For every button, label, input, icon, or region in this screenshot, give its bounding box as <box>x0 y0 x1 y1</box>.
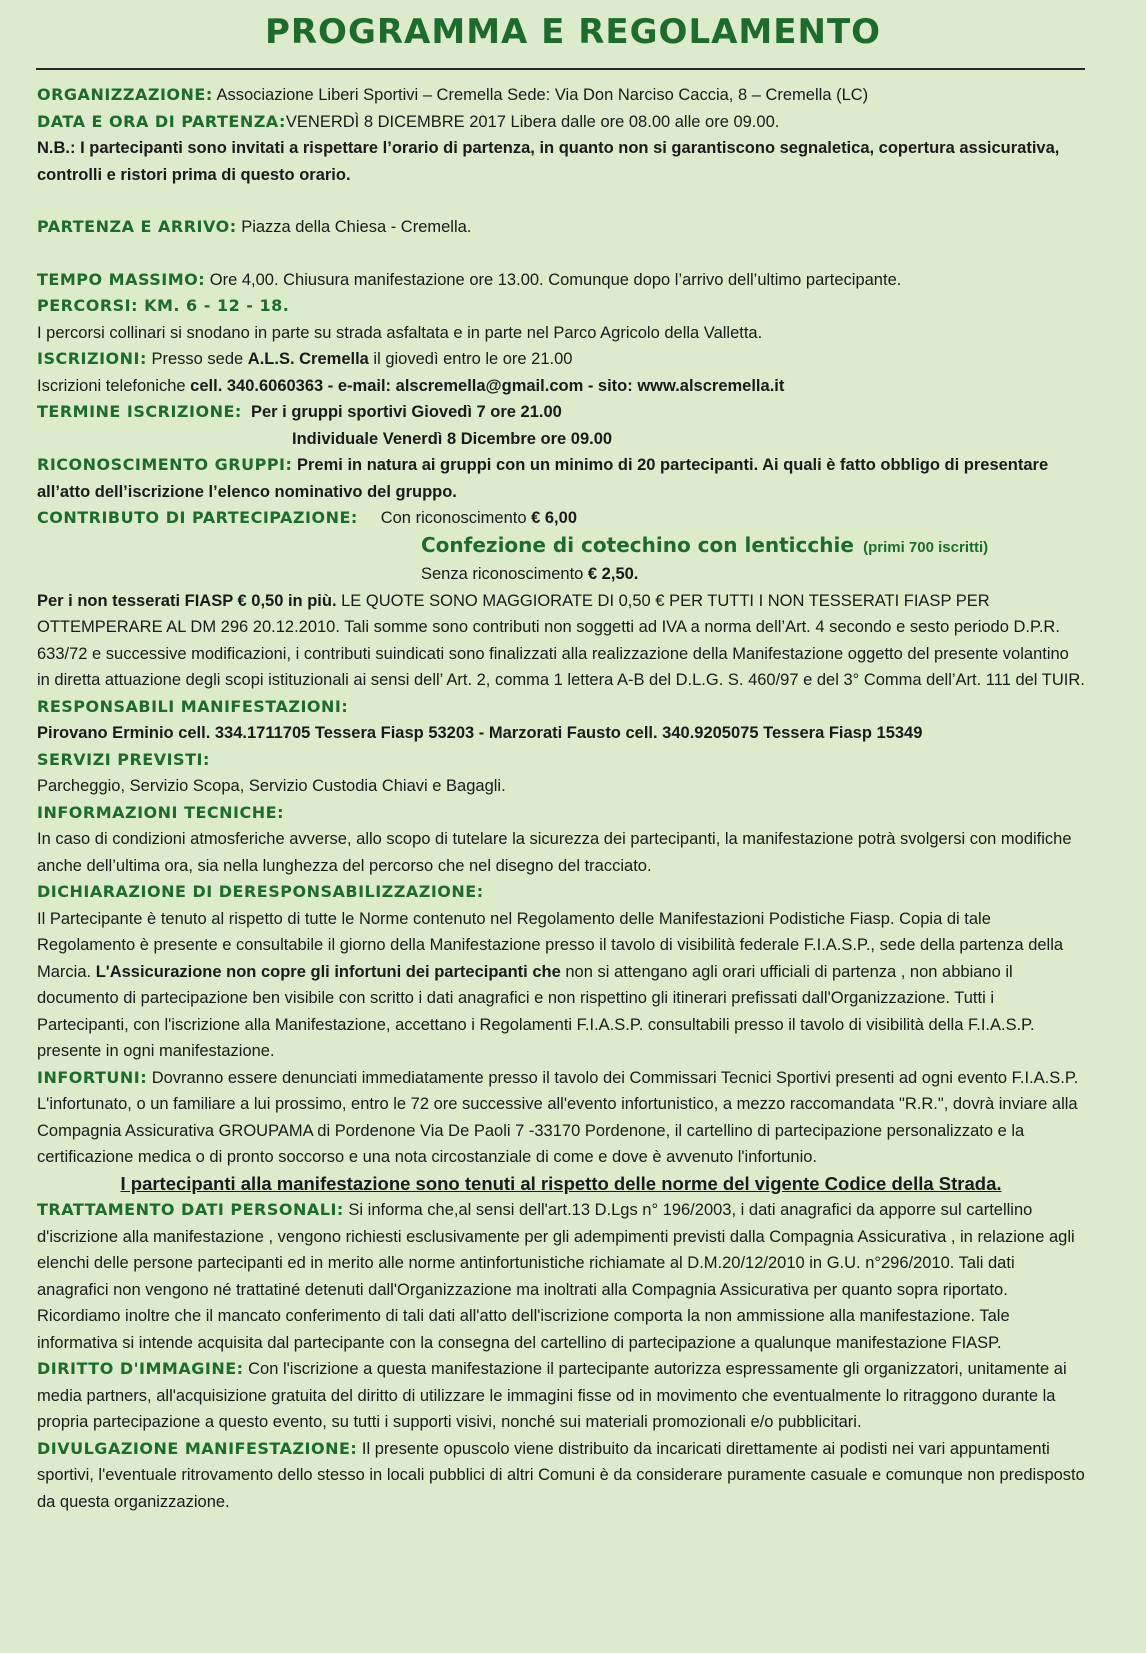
dichiarazione-text: Il Partecipante è tenuto al rispetto di tutte le Norme contenuto nel Regolamento delle Manifestazioni Podistiche Fiasp. Copia di tale Regolamento è presente e consultabile il giorno della Manifestazione presso il tavolo di visibilità federale F.I.A.S.P., sede della partenza della Marcia. L'Assicurazione non copre gli infortuni dei partecipanti che non si attengano agli orari ufficiali di partenza , non abbiano il documento di partecipazione ben visibile con scritto i dati anagrafici e non rispettino gli itinerari prefissati dall'Organizzazione. Tutti i Partecipanti, con l'iscrizione alla Manifestazione, accettano i Regolamenti F.I.A.S.P. consultabili presso il tavolo di visibilità della F.I.A.S.P. presente in ogni manifestazione. <box>37 909 1064 1060</box>
percorsi-text: I percorsi collinari si snodano in parte su strada asfaltata e in parte nel Parco Agricolo della Valletta. <box>37 323 763 342</box>
section-contributo: CONTRIBUTO DI PARTECIPAZIONE: Con riconoscimento € 6,00 <box>37 508 577 527</box>
regulation-body <box>37 82 1085 1515</box>
contributo-senza: Senza riconoscimento € 2,50. <box>421 565 639 583</box>
section-infortuni: INFORTUNI: Dovranno essere denunciati immediatamente presso il tavolo dei Commissari Tecnici Sportivi presenti ad ogni evento F.I.A.S.P. L'infortunato, o un familiare a lui prossimo, entro le 72 ore successive all'evento infortunistico, a mezzo raccomandata "R.R.", dovrà inviare alla Compagnia Assicurativa GROUPAMA di Pordenone Via De Paoli 7 -33170 Pordenone, il cartellino di partecipazione personalizzato e la certificazione medica o di pronto soccorso e una nota circostanziale di come e dove è avvenuto l'infortunio. <box>37 1067 1079 1166</box>
section-informazioni: INFORMAZIONI TECNICHE: <box>37 802 284 822</box>
section-termine: TERMINE ISCRIZIONE: Per i gruppi sportivi Giovedì 7 ore 21.00 <box>37 402 562 421</box>
section-partenza-arrivo: PARTENZA E ARRIVO: Piazza della Chiesa - Cremella. <box>37 217 472 236</box>
section-data-partenza: DATA E ORA DI PARTENZA:VENERDÌ 8 DICEMBRE 2017 Libera dalle ore 08.00 alle ore 09.00. <box>37 111 780 131</box>
section-percorsi: PERCORSI: KM. 6 - 12 - 18. <box>37 296 290 315</box>
section-quote: Per i non tesserati FIASP € 0,50 in più. LE QUOTE SONO MAGGIORATE DI 0,50 € PER TUTTI I NON TESSERATI FIASP PER OTTEMPERARE AL DM 296 20.12.2010. Tali somme sono contributi non soggetti ad IVA a norma dell’Art. 4 secondo e sesto periodo D.P.R. 633/72 e successive modificazioni, i contributi suindicati sono finalizzati alla realizzazione della Manifestazione oggetto del presente volantino in diretta attuazione degli scopi istituzionali ai sensi dell’ Art. 2, comma 1 lettera A-B del D.L.G. S. 460/97 e del 3° Comma dell’Art. 111 del TUIR. <box>37 591 1085 689</box>
section-nb: N.B.: I partecipanti sono invitati a rispettare l’orario di partenza, in quanto non si garantiscono segnaletica, copertura assicurativa, controlli e ristori prima di questo orario. <box>37 139 1060 184</box>
section-dichiarazione: DICHIARAZIONE DI DERESPONSABILIZZAZIONE: <box>37 882 484 901</box>
contributo-confezione: Confezione di cotechino con lenticchie (primi 700 iscritti) <box>421 532 989 557</box>
termine-individuale: Individuale Venerdì 8 Dicembre ore 09.00 <box>292 429 613 448</box>
section-servizi: SERVIZI PREVISTI: <box>37 749 210 769</box>
iscrizioni-contacts: Iscrizioni telefoniche cell. 340.6060363 - e-mail: alscremella@gmail.com - sito: www.alscremella.it <box>37 376 785 395</box>
section-responsabili: RESPONSABILI MANIFESTAZIONI: <box>37 696 349 716</box>
section-organizzazione: ORGANIZZAZIONE: Associazione Liberi Sportivi – Cremella Sede: Via Don Narciso Caccia, 8 – Cremella (LC) <box>37 85 869 104</box>
section-trattamento: TRATTAMENTO DATI PERSONALI: Si informa che,al sensi dell'art.13 D.Lgs n° 196/2003, i dati anagrafici da apporre sul cartellino d'iscrizione alla manifestazione , vengono richiesti esclusivamente per gli adempimenti previsti dalla Compagnia Assicurativa , in relazione agli elenchi delle persone partecipanti ed in merito alle norme antinfortunistiche richiamate al D.M.20/12/2010 in G.U. n°296/2010. Tali dati anagrafici non vengono né trattatiné detenuti dall'Organizzazione ma inoltrati alla Compagnia Assicurativa per quanto sopra riportato. Ricordiamo inoltre che il mancato conferimento di tali dati all'atto dell'iscrizione comporta la non ammissione alla manifestazione. Tale informativa si intende acquisita dal partecipante con la consegna del cartellino di partecipazione a qualunque manifestazione FIASP. <box>37 1200 1075 1352</box>
section-divulgazione: DIVULGAZIONE MANIFESTAZIONE: Il presente opuscolo viene distribuito da incaricati direttamente ai podisti nei vari appuntamenti sportivi, l'eventuale ritrovamento dello stesso in locali pubblici di altri Comuni è da considerare puramente casuale e comunque non predisposto da questa organizzazione. <box>37 1438 1085 1511</box>
title-divider <box>36 68 1085 70</box>
responsabili-text: Pirovano Erminio cell. 334.1711705 Tessera Fiasp 53203 - Marzorati Fausto cell. 340.9205075 Tessera Fiasp 15349 <box>37 724 923 742</box>
section-diritto: DIRITTO D'IMMAGINE: Con l'iscrizione a questa manifestazione il partecipante autorizza espressamente gli organizzatori, unitamente ai media partners, all'acquisizione gratuita del diritto di utilizzare le immagini fisse od in movimento che eventualmente lo ritraggono durante la propria partecipazione a questo evento, su tutti i supporti visivi, nonché sui materiali promozionali e/o pubblicitari. <box>37 1359 1067 1431</box>
section-iscrizioni: ISCRIZIONI: Presso sede A.L.S. Cremella il giovedì entro le ore 21.00 <box>37 349 573 368</box>
page-title: PROGRAMMA E REGOLAMENTO <box>264 12 882 52</box>
section-tempo-massimo: TEMPO MASSIMO: Ore 4,00. Chiusura manifestazione ore 13.00. Comunque dopo l’arrivo dell’ultimo partecipante. <box>37 269 902 289</box>
section-riconoscimento: RICONOSCIMENTO GRUPPI: Premi in natura ai gruppi con un minimo di 20 partecipanti. Ai quali è fatto obbligo di presentare all’atto dell’iscrizione l’elenco nominativo del gruppo. <box>37 455 1049 501</box>
codice-strada-notice: I partecipanti alla manifestazione sono tenuti al rispetto delle norme del vigente Codice della Strada. <box>120 1172 1002 1194</box>
servizi-text: Parcheggio, Servizio Scopa, Servizio Custodia Chiavi e Bagagli. <box>37 777 506 795</box>
informazioni-text: In caso di condizioni atmosferiche avverse, allo scopo di tutelare la sicurezza dei partecipanti, la manifestazione potrà svolgersi con modifiche anche dell’ultima ora, sia nella lunghezza del percorso che nel disegno del tracciato. <box>37 830 1072 875</box>
